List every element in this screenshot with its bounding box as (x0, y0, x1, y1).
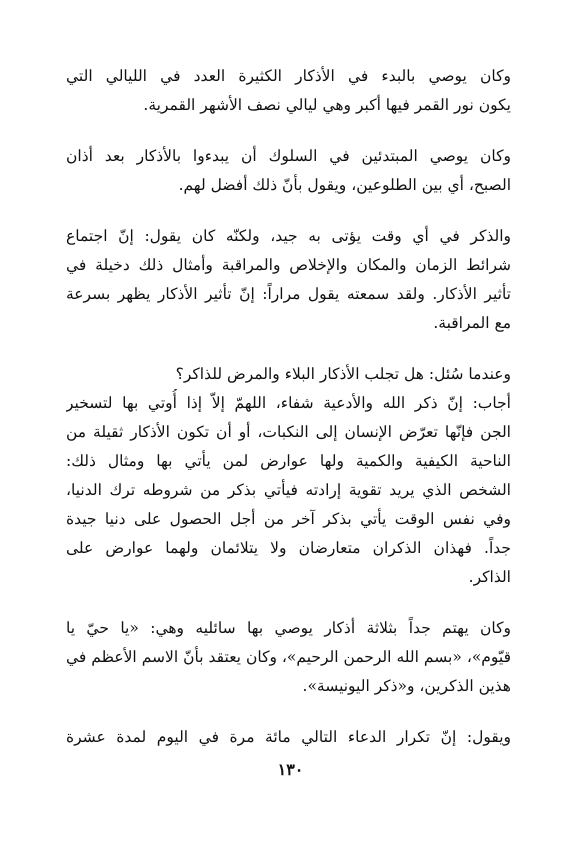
text-line: وكان يهتم جداً بثلاثة أذكار يوصي بها سائليه وهي: «يا حيّ يا (66, 619, 511, 637)
text-line: الذاكر. (468, 568, 511, 586)
text-line: الشخص الذي يريد تقوية إرادته فيأتي بذكر من شروطه ترك الدنيا، (66, 481, 511, 499)
text-line: مع المراقبة. (433, 314, 511, 332)
paragraph-conditions (66, 222, 511, 338)
text-line: تأثير الأذكار. ولقد سمعته يقول مراراً: إنّ تأثير الأذكار يظهر بسرعة (66, 285, 511, 303)
paragraph-beginners-dawn (66, 142, 511, 200)
text-line: أجاب: إنّ ذكر الله والأدعية شفاء، اللهمّ إلاّ إذا أُوتي بها لتسخير (66, 394, 511, 412)
paragraph-three-dhikrs (66, 614, 511, 701)
text-line: قيّوم»، «بسم الله الرحمن الرحيم»، وكان يعتقد بأنّ الاسم الأعظم في (66, 648, 511, 666)
text-line: والذكر في أي وقت يؤتى به جيد، ولكنّه كان يقول: إنّ اجتماع (66, 227, 511, 245)
text-line: وعندما سُئل: هل تجلب الأذكار البلاء والمرض للذاكر؟ (175, 365, 511, 383)
text-line: يكون نور القمر فيها أكبر وهي ليالي نصف الأشهر القمرية. (143, 96, 511, 114)
text-line: وكان يوصي بالبدء في الأذكار الكثيرة العدد في الليالي التي (66, 67, 511, 85)
text-line: جداً. فهذان الذكران متعارضان ولا يتلائمان ولهما عوارض على (66, 539, 511, 557)
page-body (66, 62, 511, 774)
text-line: ويقول: إنّ تكرار الدعاء التالي مائة مرة في اليوم لمدة عشرة (66, 728, 511, 746)
text-line: الجن فإنّها تعرّض الإنسان إلى النكبات، أو أن تكون الأذكار ثقيلة من (66, 423, 511, 441)
page-number: ١٣٠ (277, 760, 304, 779)
text-line: وكان يوصي المبتدئين في السلوك أن يبدءوا بالأذكار بعد أذان (66, 147, 511, 165)
text-line: الناحية الكيفية والكمية ولها عوارض لمن يأتي بها ومثال ذلك: (66, 452, 511, 470)
paragraph-supplication-repetition (66, 723, 511, 752)
text-line: هذين الذكرين، و«ذكر اليونيسة». (302, 677, 511, 695)
text-line: شرائط الزمان والمكان والإخلاص والمراقبة وأمثال ذلك دخيلة في (66, 256, 511, 274)
text-line: الصبح، أي بين الطلوعين، ويقول بأنّ ذلك أفضل لهم. (178, 176, 511, 194)
paragraph-moon-nights (66, 62, 511, 120)
paragraph-question-affliction (66, 360, 511, 592)
text-line: وفي نفس الوقت يأتي بذكر آخر من أجل الحصول على دنيا جيدة (66, 510, 511, 528)
